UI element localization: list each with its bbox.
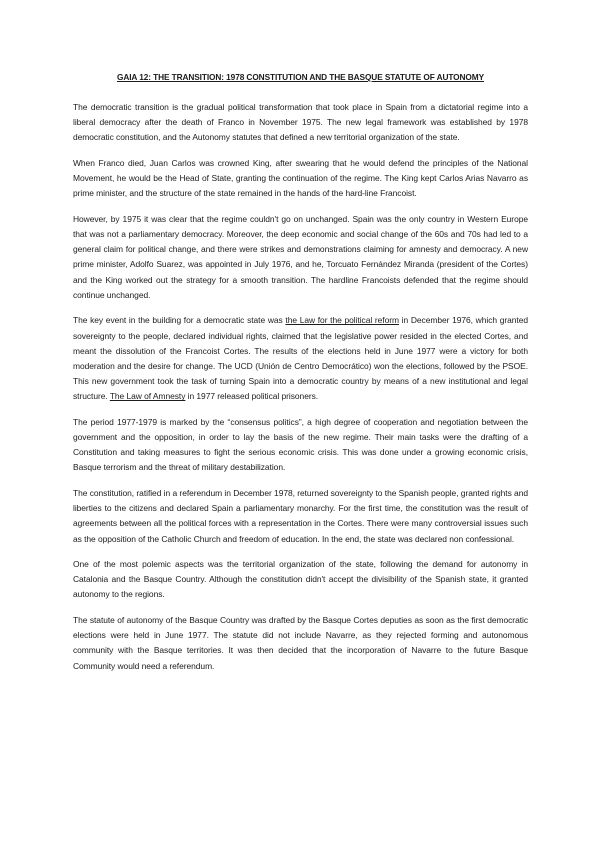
- paragraph-regime-crisis: However, by 1975 it was clear that the regime couldn't go on unchanged. Spain was the only country in Western Europe that was not a parliamentary democracy. Moreover, the deep economic and social change of the 60s and 70s had led to a general claim for political change, and there were strikes and demonstrations claiming for amnesty and democracy. A new prime minister, Adolfo Suarez, was appointed in July 1976, and he, Torcuato Fernández Miranda (president of the Cortes) and the King worked out the strategy for a smooth transition. The hardline Francoists defended that the regime should continue unchanged.: [73, 213, 528, 300]
- paragraph-franco-death: When Franco died, Juan Carlos was crowned King, after swearing that he would defend the principles of the National Movement, he would be the Head of State, granting the continuation of the regime. The King kept Carlos Arias Navarro as prime minister, and the structure of the state remained in the hands of the hard-line Francoist.: [73, 157, 528, 199]
- law-of-amnesty-link: The Law of Amnesty: [109, 391, 186, 402]
- document-title: GAIA 12: THE TRANSITION: 1978 CONSTITUTION AND THE BASQUE STATUTE OF AUTONOMY: [116, 72, 485, 82]
- document-page: [73, 72, 528, 684]
- paragraph-text: in 1977 released political prisoners.: [185, 391, 319, 402]
- paragraph-consensus-politics: The period 1977-1979 is marked by the “consensus politics”, a high degree of cooperation and negotiation between the government and the opposition, in order to lay the basis of the new regime. Their main tasks were the drafting of a Constitution and taking measures to fight the serious economic crisis. This was done under a growing economic crisis, Basque terrorism and the threat of military destabilization.: [73, 416, 528, 473]
- paragraph-introduction: The democratic transition is the gradual political transformation that took place in Spain from a dictatorial regime into a liberal democracy after the death of Franco in November 1975. The new legal framework was established by 1978 democratic constitution, and the Autonomy statutes that defined a new territorial organization of the state.: [73, 102, 528, 143]
- paragraph-territorial-organization: One of the most polemic aspects was the territorial organization of the state, following the demand for autonomy in Catalonia and the Basque Country. Although the constitution didn't accept the divisibility of the Spanish state, it granted autonomy to the regions.: [73, 559, 528, 600]
- law-political-reform-link: the Law for the political reform: [285, 315, 399, 326]
- paragraph-political-reform: [73, 313, 528, 404]
- paragraph-text: The key event in the building for a democratic state was: [73, 315, 286, 326]
- paragraph-basque-statute: The statute of autonomy of the Basque Country was drafted by the Basque Cortes deputies as soon as the first democratic elections were held in June 1977. The statute did not include Navarre, as they rejected forming and autonomous community with the Basque territories. It was then decided that the incorporation of Navarre to the future Basque Community would need a referendum.: [73, 614, 528, 671]
- paragraph-text: in December 1976, which granted sovereignty to the people, declared individual rights, claimed that the legislative power resided in the elected Cortes, and meant the dissolution of the Francoist Cortes. The results of the elections held in June 1977 were a victory for both moderation and the desire for change. The UCD (Unión de Centro Democrático) won the elections, followed by the PSOE. This new government took the task of turning Spain into a democratic country by means of a new institutional and legal structure.: [73, 315, 528, 402]
- paragraph-constitution: The constitution, ratified in a referendum in December 1978, returned sovereignty to the Spanish people, granted rights and liberties to the citizens and declared Spain a parliamentary monarchy. For the first time, the constitution was the result of agreements between all the political forces with a representation in the Cortes. There were many controversial issues such as the opposition of the Catholic Church and freedom of education. In the end, the state was declared non confessional.: [73, 487, 528, 544]
